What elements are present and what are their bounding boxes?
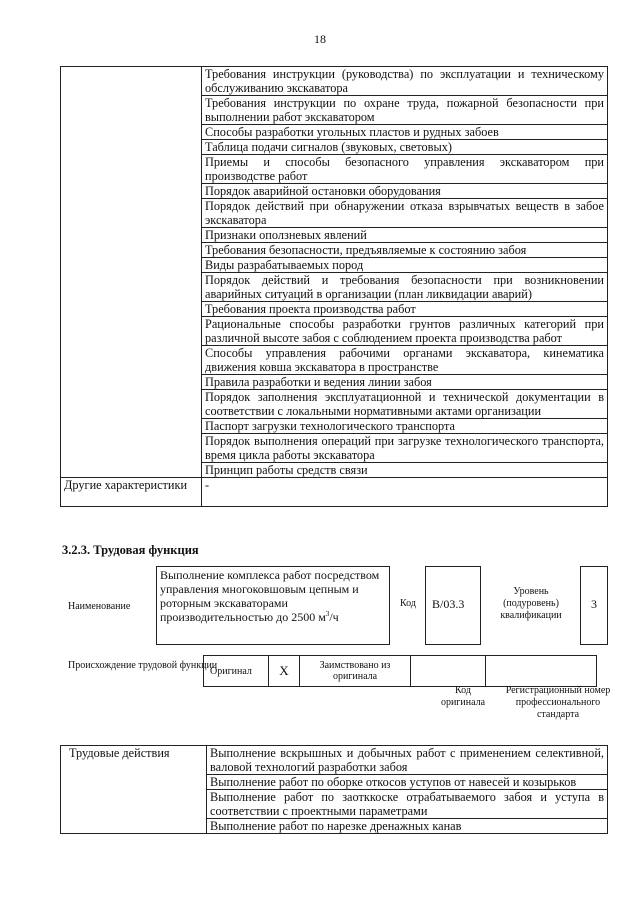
requirement-item: Паспорт загрузки технологического транспорта <box>202 419 608 434</box>
requirement-item: Порядок действий при обнаружении отказа взрывчатых веществ в забое экскаватора <box>202 199 608 228</box>
requirement-item: Правила разработки и ведения линии забоя <box>202 375 608 390</box>
function-name <box>156 566 390 645</box>
requirement-item: Требования безопасности, предъявляемые к состоянию забоя <box>202 243 608 258</box>
requirement-item: Порядок действий и требования безопасности при возникновении аварийных ситуаций в организации (план ликвидации аварий) <box>202 273 608 302</box>
table-row <box>61 746 608 775</box>
requirement-item: Приемы и способы безопасного управления экскаватором при производстве работ <box>202 155 608 184</box>
origin-table <box>203 655 597 687</box>
requirement-item: Требования инструкции по охране труда, пожарной безопасности при выполнении работ экскаватором <box>202 96 608 125</box>
page-number: 18 <box>314 32 326 46</box>
knowledge-table <box>60 66 608 507</box>
requirement-item: Рациональные способы разработки грунтов различных категорий при различной высоте забоя с соблюдением проекта производства работ <box>202 317 608 346</box>
labor-actions-table <box>60 745 608 834</box>
function-name-suffix: /ч <box>329 610 339 624</box>
requirement-item: Виды разрабатываемых пород <box>202 258 608 273</box>
origin-borrowed-label: Заимствовано из оригинала <box>300 656 411 687</box>
labor-action-item: Выполнение работ по оборке откосов уступов от навесей и козырьков <box>207 775 608 790</box>
level-label: Уровень (подуровень) квалификации <box>500 586 562 621</box>
requirement-item: Способы управления рабочими органами экскаватора, кинематика движения ковша экскаватора в пространстве <box>202 346 608 375</box>
labor-action-item: Выполнение работ по заотккоске отрабатываемого забоя и уступа в соответствии с проектными параметрами <box>207 790 608 819</box>
qualification-level: 3 <box>580 566 608 645</box>
origin-reg-cell <box>486 656 597 687</box>
requirement-item: Принцип работы средств связи <box>202 463 608 478</box>
name-label: Наименование <box>68 601 131 612</box>
code-original-label: Код оригинала <box>440 685 486 708</box>
function-name-text: Выполнение комплекса работ посредством управления многоковшовым цепным и роторным экскаваторами производительностью до 2500 м <box>160 568 380 624</box>
requirement-item: Порядок выполнения операций при загрузке технологического транспорта, время цикла работы экскаватора <box>202 434 608 463</box>
labor-actions-label: Трудовые действия <box>61 746 207 834</box>
requirement-item: Требования проекта производства работ <box>202 302 608 317</box>
labor-action-item: Выполнение вскрышных и добычных работ с применением селективной, валовой технологий разработки забоя <box>207 746 608 775</box>
requirement-item: Способы разработки угольных пластов и рудных забоев <box>202 125 608 140</box>
origin-mark: Х <box>269 656 300 687</box>
requirement-item: Порядок аварийной остановки оборудования <box>202 184 608 199</box>
other-characteristics-label: Другие характеристики <box>61 478 202 507</box>
other-characteristics-value: - <box>202 478 608 507</box>
requirement-item: Порядок заполнения эксплуатационной и технической документации в соответствии с локальными нормативными актами организации <box>202 390 608 419</box>
labor-action-item: Выполнение работ по нарезке дренажных канав <box>207 819 608 834</box>
row-label-cell <box>61 67 202 478</box>
function-code: В/03.3 <box>425 566 481 645</box>
reg-number-label: Регистрационный номер профессионального стандарта <box>505 685 611 720</box>
origin-original-label: Оригинал <box>204 656 269 687</box>
code-label: Код <box>400 598 416 609</box>
table-row <box>61 67 608 96</box>
origin-label: Происхождение трудовой функции <box>68 660 218 671</box>
requirement-item: Таблица подачи сигналов (звуковых, световых) <box>202 140 608 155</box>
table-row <box>61 478 608 507</box>
requirement-item: Требования инструкции (руководства) по эксплуатации и техническому обслуживанию экскаватора <box>202 67 608 96</box>
function-name-sup: 3 <box>325 610 330 618</box>
section-title: 3.2.3. Трудовая функция <box>62 543 199 557</box>
origin-code-cell <box>411 656 486 687</box>
requirement-item: Признаки оползневых явлений <box>202 228 608 243</box>
